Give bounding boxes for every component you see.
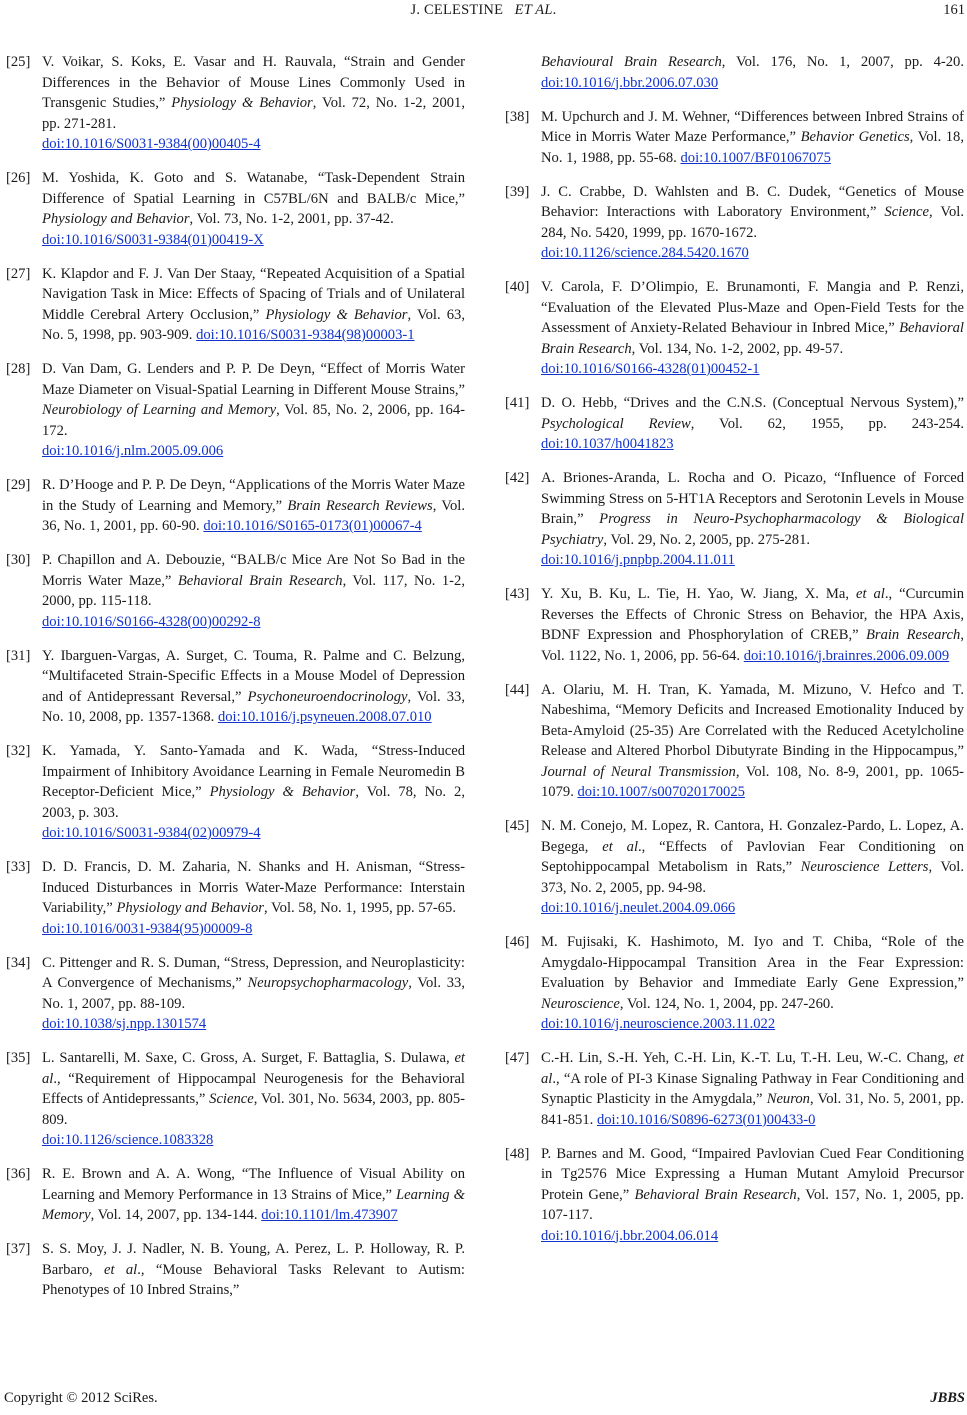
reference-number: [39] bbox=[505, 183, 530, 200]
reference-details: , Vol. 62, 1955, pp. 243-254. bbox=[690, 415, 964, 432]
reference-journal: Psychological Review bbox=[541, 415, 691, 432]
reference-journal: Progress in Neuro-Psychopharmacology & Biological Psychiatry bbox=[541, 511, 964, 548]
doi-link[interactable]: doi:10.1016/S0166-4328(01)00452-1 bbox=[541, 361, 760, 377]
reference-journal: Behavioral Brain Research bbox=[541, 320, 964, 357]
reference-authors-title: V. Carola, F. D’Olimpio, E. Brunamonti, F. Mangia and P. Renzi, “Evaluation of the Elevated Plus-Maze and Open-Field Tests for the Assessment of Anxiety-Related Behaviour in Inbred Mice,” bbox=[541, 279, 964, 336]
reference-entry bbox=[6, 1239, 465, 1301]
doi-link[interactable]: doi:10.1016/j.psyneuen.2008.07.010 bbox=[217, 709, 432, 725]
reference-journal: Brain Research bbox=[865, 627, 961, 643]
reference-authors-title: D. D. Francis, D. M. Zaharia, N. Shanks and H. Anisman, “Stress-Induced Disturbances in Morris Water-Maze Performance: Interstain Variability,” bbox=[42, 859, 465, 916]
reference-number: [38] bbox=[505, 108, 530, 125]
doi-link[interactable]: doi:10.1016/j.pnpbp.2004.11.011 bbox=[541, 552, 735, 568]
reference-details: , Vol. 18, No. 1, 1988, pp. 55-68. bbox=[541, 129, 965, 166]
reference-journal: Science bbox=[209, 1091, 254, 1107]
reference-column-right bbox=[505, 52, 964, 1260]
reference-details: , Vol. 85, No. 2, 2006, pp. 164-172. bbox=[42, 402, 465, 439]
reference-authors-title: J. C. Crabbe, D. Wahlsten and B. C. Dudek, “Genetics of Mouse Behavior: Interactions with Laboratory Environment,” bbox=[541, 183, 964, 220]
reference-number: [35] bbox=[6, 1050, 31, 1066]
reference-title: ., “Effects of Pavlovian Fear Conditioning on Septohippocampal Metabolism in Rats,” bbox=[541, 838, 964, 875]
reference-number: [32] bbox=[6, 743, 31, 759]
doi-link[interactable]: doi:10.1007/BF01067075 bbox=[680, 149, 831, 166]
reference-entry bbox=[505, 277, 964, 380]
reference-journal: Physiology & Behavior bbox=[171, 95, 313, 111]
reference-details: , Vol. 301, No. 5634, 2003, pp. 805-809. bbox=[42, 1091, 465, 1128]
reference-authors-title: P. Barnes and M. Good, “Impaired Pavlovian Cued Fear Conditioning in Tg2576 Mice Expressing a Human Mutant Amyloid Precursor Protein Gene,” bbox=[541, 1145, 964, 1203]
reference-title: ., “Curcumin Reverses the Effects of Chronic Stress on Behavior, the HPA Axis, BDNF Expression and Phosphorylation of CREB,” bbox=[541, 586, 964, 643]
doi-link[interactable]: doi:10.1016/S0031-9384(00)00405-4 bbox=[42, 136, 261, 152]
reference-title: ., “A role of PI-3 Kinase Signaling Pathway in Fear Conditioning and Synaptic Plasticity in the Amygdala,” bbox=[541, 1070, 964, 1107]
reference-journal: Behavioral Brain Research bbox=[634, 1186, 797, 1203]
reference-details: , Vol. 1122, No. 1, 2006, pp. 56-64. bbox=[541, 627, 964, 664]
reference-authors-title: S. S. Moy, J. J. Nadler, N. B. Young, A. Perez, L. P. Holloway, R. P. Barbaro, bbox=[42, 1241, 465, 1278]
reference-journal: Neurobiology of Learning and Memory bbox=[42, 402, 277, 418]
reference-journal: Physiology & Behavior bbox=[209, 784, 356, 800]
reference-number: [27] bbox=[6, 265, 31, 282]
reference-details: , Vol. 78, No. 2, 2003, p. 303. bbox=[42, 784, 465, 821]
reference-details: , Vol. 157, No. 1, 2005, pp. 107-117. bbox=[541, 1186, 964, 1223]
page-number: 161 bbox=[943, 2, 965, 18]
reference-authors-title: M. Yoshida, K. Goto and S. Watanabe, “Task-Dependent Strain Difference of Spatial Learning in C57BL/6N and BALB/c Mice,” bbox=[42, 170, 465, 207]
reference-entry bbox=[505, 816, 964, 919]
reference-details: , Vol. 31, No. 5, 2001, pp. 841-851. bbox=[541, 1091, 964, 1128]
reference-details: , Vol. 72, No. 1-2, 2001, pp. 271-281. bbox=[42, 95, 465, 132]
reference-authors-title: L. Santarelli, M. Saxe, C. Gross, A. Surget, F. Battaglia, S. Dulawa, bbox=[42, 1050, 455, 1066]
reference-authors-title: C.-H. Lin, S.-H. Yeh, C.-H. Lin, K.-T. Lu, T.-H. Leu, W.-C. Chang, bbox=[541, 1050, 954, 1066]
running-title: J. CELESTINE ET AL. bbox=[410, 2, 557, 18]
reference-entry bbox=[6, 953, 465, 1035]
reference-entry bbox=[6, 1164, 465, 1226]
doi-link[interactable]: doi:10.1016/S0031-9384(01)00419-X bbox=[42, 231, 264, 248]
reference-details: , Vol. 176, No. 1, 2007, pp. 4-20. bbox=[721, 54, 964, 70]
page-header bbox=[0, 2, 967, 24]
reference-number: [33] bbox=[6, 859, 31, 875]
reference-journal: Brain Research Reviews bbox=[287, 497, 433, 514]
reference-entry bbox=[6, 646, 465, 728]
reference-entry bbox=[505, 1144, 964, 1247]
reference-entry bbox=[505, 932, 964, 1035]
reference-details: , Vol. 108, No. 8-9, 2001, pp. 1065-1079. bbox=[541, 763, 964, 800]
reference-authors-title: Y. Ibarguen-Vargas, A. Surget, C. Touma, R. Palme and C. Belzung, “Multifaceted Strain-Specific Effects in a Mouse Model of Depression and of Antidepressant Reversal,” bbox=[42, 647, 465, 705]
reference-details: , Vol. 63, No. 5, 1998, pp. 903-909. bbox=[42, 306, 465, 343]
reference-journal: Science bbox=[884, 204, 929, 220]
reference-column-left bbox=[6, 52, 465, 1314]
reference-entry bbox=[6, 475, 465, 537]
reference-number: [25] bbox=[6, 54, 31, 70]
reference-journal: Physiology and Behavior bbox=[116, 900, 264, 916]
reference-details: , Vol. 373, No. 2, 2005, pp. 94-98. bbox=[541, 859, 965, 896]
reference-details: , Vol. 117, No. 1-2, 2000, pp. 115-118. bbox=[42, 572, 465, 609]
reference-entry bbox=[6, 550, 465, 632]
reference-journal: Behavioral Brain Research bbox=[177, 572, 343, 589]
reference-authors-title: A. Olariu, M. H. Tran, K. Yamada, M. Mizuno, V. Hefco and T. Nabeshima, “Memory Deficits and Increased Emotionality Induced by Beta-Amyloid (25-35) Are Correlated with the Reduced Acetylcholine Release and Altered Phorbol Dibutyrate Binding in the Hippocampus,” bbox=[541, 681, 964, 759]
reference-journal: Neuroscience Letters bbox=[800, 859, 929, 875]
reference-number: [26] bbox=[6, 170, 31, 186]
reference-entry bbox=[6, 1048, 465, 1151]
reference-details: , Vol. 124, No. 1, 2004, pp. 247-260. bbox=[619, 995, 834, 1012]
reference-entry bbox=[6, 168, 465, 250]
reference-entry bbox=[505, 468, 964, 571]
doi-link[interactable]: doi:10.1038/sj.npp.1301574 bbox=[42, 1016, 207, 1032]
reference-number: [41] bbox=[505, 395, 530, 411]
reference-authors-title: N. M. Conejo, M. Lopez, R. Cantora, H. Gonzalez-Pardo, L. Lopez, A. Begega, bbox=[541, 818, 964, 855]
doi-link[interactable]: doi:10.1016/j.neuroscience.2003.11.022 bbox=[541, 1016, 776, 1032]
reference-authors-title: K. Yamada, Y. Santo-Yamada and K. Wada, “Stress-Induced Impairment of Inhibitory Avoidance Learning in Female Neuromedin B Receptor-Deficient Mice,” bbox=[42, 743, 465, 800]
reference-details: , Vol. 284, No. 5420, 1999, pp. 1670-1672. bbox=[541, 204, 964, 241]
reference-number: [44] bbox=[505, 681, 530, 698]
doi-link[interactable]: doi:10.1101/lm.473907 bbox=[261, 1207, 398, 1223]
reference-number: [40] bbox=[505, 279, 530, 295]
reference-entry bbox=[505, 680, 964, 803]
reference-authors-title: M. Upchurch and J. M. Wehner, “Differences between Inbred Strains of Mice in Morris Water Maze Performance,” bbox=[541, 108, 964, 145]
reference-entry bbox=[6, 741, 465, 844]
reference-details: , Vol. 14, 2007, pp. 134-144. bbox=[90, 1207, 258, 1223]
reference-details: , Vol. 134, No. 1-2, 2002, pp. 49-57. bbox=[631, 340, 844, 357]
doi-link[interactable]: doi:10.1016/j.nlm.2005.09.006 bbox=[42, 443, 224, 459]
reference-title: ., “Requirement of Hippocampal Neurogenesis for the Behavioral Effects of Antidepressants,” bbox=[42, 1070, 465, 1107]
reference-authors-title: A. Briones-Aranda, L. Rocha and O. Picazo, “Influence of Forced Swimming Stress on 5-HT1A Receptors and Serotonin Levels in Mouse Brain,” bbox=[541, 470, 964, 527]
reference-journal: Physiology & Behavior bbox=[265, 306, 408, 323]
reference-entry bbox=[505, 107, 964, 169]
reference-journal: Neuron bbox=[766, 1091, 810, 1107]
reference-number: [36] bbox=[6, 1166, 31, 1182]
reference-journal: Behavioural Brain Research bbox=[541, 54, 722, 70]
reference-journal: Learning & Memory bbox=[42, 1186, 465, 1223]
reference-entry bbox=[6, 264, 465, 346]
reference-entry bbox=[6, 857, 465, 939]
reference-journal: Behavior Genetics bbox=[800, 129, 910, 145]
doi-link[interactable]: doi:10.1016/S0896-6273(01)00433-0 bbox=[596, 1111, 816, 1128]
reference-number: [46] bbox=[505, 934, 530, 950]
reference-journal: Psychoneuroendocrinology bbox=[247, 688, 408, 705]
doi-link[interactable]: doi:10.1016/S0166-4328(00)00292-8 bbox=[42, 613, 261, 630]
doi-link[interactable]: doi:10.1016/S0031-9384(02)00979-4 bbox=[42, 825, 261, 841]
reference-et-al: et al bbox=[42, 1050, 465, 1087]
reference-number: [31] bbox=[6, 647, 31, 664]
reference-authors-title: M. Fujisaki, K. Hashimoto, M. Iyo and T. Chiba, “Role of the Amygdalo-Hippocampal Transition Area in the Fear Expression: Evaluation by Behavior and Immediate Early Gene Expression,” bbox=[541, 934, 964, 991]
reference-authors-title: D. O. Hebb, “Drives and the C.N.S. (Conceptual Nervous System),” bbox=[541, 395, 964, 411]
reference-et-al: et al bbox=[602, 838, 638, 855]
reference-details: , Vol. 73, No. 1-2, 2001, pp. 37-42. bbox=[189, 211, 394, 227]
copyright-notice: Copyright © 2012 SciRes. bbox=[4, 1390, 158, 1406]
reference-number: [43] bbox=[505, 586, 530, 602]
reference-entry bbox=[505, 1048, 964, 1130]
doi-link[interactable]: doi:10.1126/science.284.5420.1670 bbox=[541, 245, 749, 261]
reference-number: [47] bbox=[505, 1050, 530, 1066]
reference-number: [37] bbox=[6, 1241, 31, 1257]
reference-entry bbox=[505, 182, 964, 264]
reference-journal: Neuroscience bbox=[541, 995, 620, 1012]
reference-journal: Journal of Neural Transmission bbox=[541, 763, 736, 780]
reference-et-al: et al bbox=[541, 1050, 964, 1087]
running-title-etal: ET AL bbox=[514, 2, 553, 18]
reference-authors-title: P. Chapillon and A. Debouzie, “BALB/c Mice Are Not So Bad in the Morris Water Maze,” bbox=[42, 552, 465, 589]
doi-link[interactable]: doi:10.1007/s007020170025 bbox=[577, 784, 745, 800]
reference-details: , Vol. 29, No. 2, 2005, pp. 275-281. bbox=[603, 531, 811, 548]
running-title-author: J. CELESTINE bbox=[410, 2, 504, 18]
reference-entry bbox=[6, 359, 465, 462]
reference-authors-title: R. D’Hooge and P. P. De Deyn, “Applications of the Morris Water Maze in the Study of Learning and Memory,” bbox=[42, 477, 465, 514]
reference-entry bbox=[505, 584, 964, 666]
reference-number: [29] bbox=[6, 477, 31, 493]
doi-link[interactable]: doi:10.1016/0031-9384(95)00009-8 bbox=[42, 920, 253, 937]
reference-et-al: et al bbox=[104, 1261, 138, 1278]
reference-authors-title: D. Van Dam, G. Lenders and P. P. De Deyn, “Effect of Morris Water Maze Diameter on Visual-Spatial Learning in Different Mouse Strains,” bbox=[42, 361, 465, 398]
doi-link[interactable]: doi:10.1016/j.brainres.2006.09.009 bbox=[743, 647, 950, 664]
reference-authors-title: C. Pittenger and R. S. Duman, “Stress, Depression, and Neuroplasticity: A Convergence of Mechanisms,” bbox=[42, 954, 465, 991]
reference-authors-title: Y. Xu, B. Ku, L. Tie, H. Yao, W. Jiang, X. Ma, bbox=[541, 586, 856, 602]
journal-abbreviation: JBBS bbox=[930, 1390, 965, 1406]
reference-authors-title: V. Voikar, S. Koks, E. Vasar and H. Rauvala, “Strain and Gender Differences in the Behavior of Mouse Lines Commonly Used in Transgenic Studies,” bbox=[42, 54, 465, 111]
reference-authors-title: R. E. Brown and A. A. Wong, “The Influence of Visual Ability on Learning and Memory Performance in 13 Strains of Mice,” bbox=[42, 1166, 465, 1203]
reference-journal: Physiology and Behavior bbox=[42, 211, 190, 227]
reference-number: [30] bbox=[6, 552, 31, 568]
reference-number: [42] bbox=[505, 470, 530, 486]
reference-number: [45] bbox=[505, 818, 530, 834]
reference-number: [34] bbox=[6, 954, 31, 971]
doi-link[interactable]: doi:10.1037/h0041823 bbox=[541, 436, 674, 452]
reference-title: ., “Mouse Behavioral Tasks Relevant to Autism: Phenotypes of 10 Inbred Strains,” bbox=[42, 1261, 465, 1298]
doi-link[interactable]: doi:10.1016/j.neulet.2004.09.066 bbox=[541, 900, 736, 916]
reference-details: , Vol. 36, No. 1, 2001, pp. 60-90. bbox=[42, 497, 465, 534]
reference-et-al: et al bbox=[856, 586, 885, 602]
reference-details: , Vol. 33, No. 10, 2008, pp. 1357-1368. bbox=[42, 688, 465, 725]
reference-details: , Vol. 33, No. 1, 2007, pp. 88-109. bbox=[42, 975, 465, 1012]
doi-link[interactable]: doi:10.1016/j.bbr.2004.06.014 bbox=[541, 1227, 719, 1244]
reference-entry bbox=[505, 52, 964, 93]
reference-number: [48] bbox=[505, 1145, 530, 1162]
reference-number: [28] bbox=[6, 361, 31, 377]
doi-link[interactable]: doi:10.1016/S0031-9384(98)00003-1 bbox=[196, 327, 415, 343]
reference-entry bbox=[6, 52, 465, 155]
reference-entry bbox=[505, 393, 964, 455]
doi-link[interactable]: doi:10.1016/j.bbr.2006.07.030 bbox=[541, 74, 719, 91]
doi-link[interactable]: doi:10.1016/S0165-0173(01)00067-4 bbox=[203, 518, 422, 534]
reference-authors-title: K. Klapdor and F. J. Van Der Staay, “Repeated Acquisition of a Spatial Navigation Task in Mice: Effects of Spacing of Trials and of Unilateral Middle Cerebral Artery Occlusion,” bbox=[42, 265, 465, 323]
reference-journal: Neuropsychopharmacology bbox=[247, 975, 409, 991]
doi-link[interactable]: doi:10.1126/science.1083328 bbox=[42, 1132, 214, 1148]
reference-details: , Vol. 58, No. 1, 1995, pp. 57-65. bbox=[263, 900, 456, 916]
